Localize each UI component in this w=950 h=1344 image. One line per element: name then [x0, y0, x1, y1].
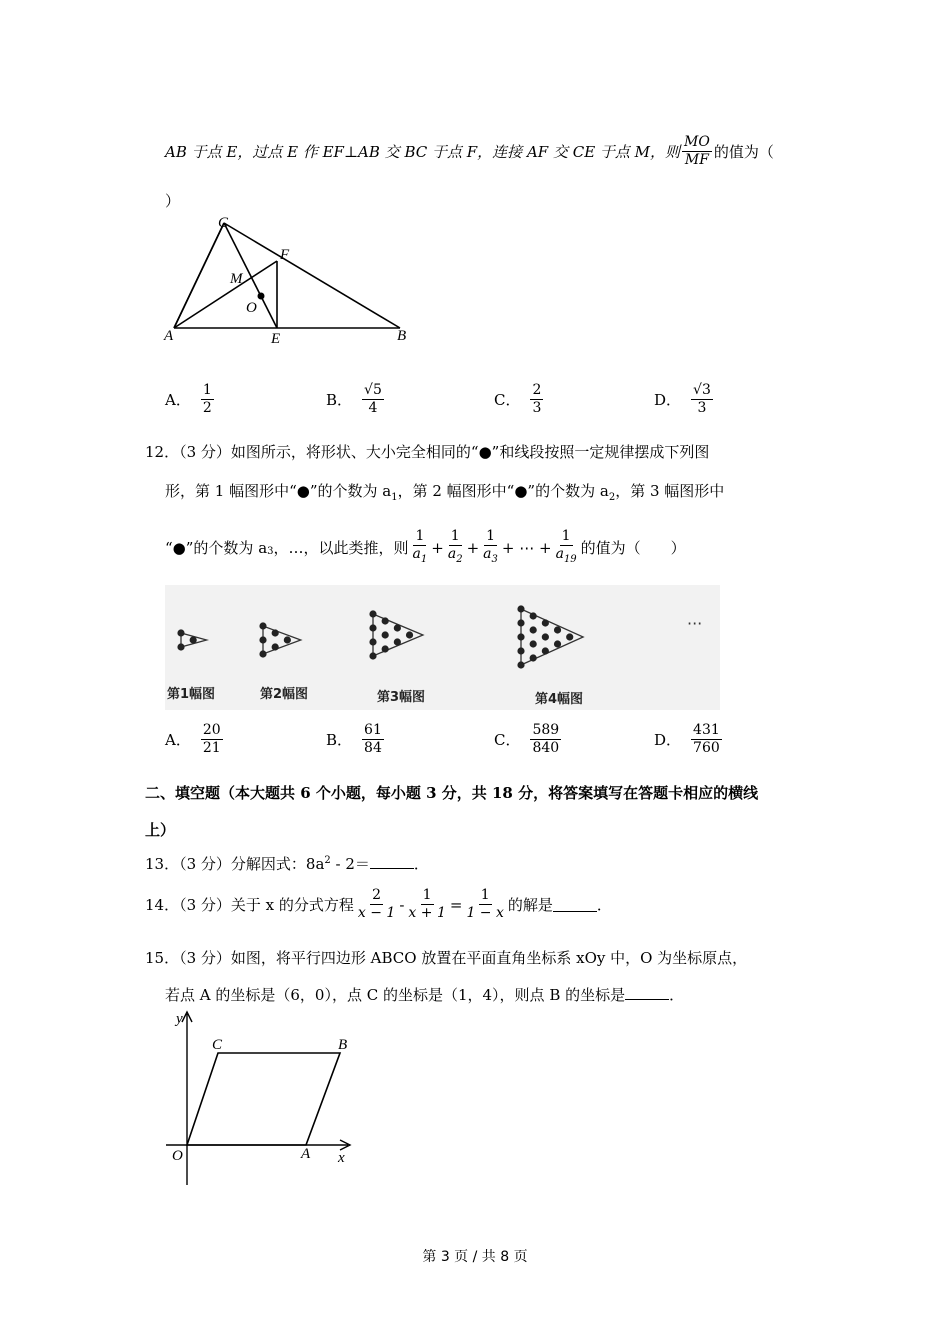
q11-option-b[interactable]: [326, 382, 386, 417]
q12-figure-4-dot: [530, 626, 537, 633]
q12-figure-2-dot: [259, 622, 266, 629]
q12-term-3: $\frac{1}{a_3}$: [483, 528, 498, 565]
q11-label-a: A: [164, 328, 174, 344]
q12-figure-3-dot: [382, 617, 389, 624]
q12-option-b-letter: B．: [326, 731, 353, 749]
q11-option-b-letter: B．: [326, 391, 353, 409]
q14-frac-3: $\frac{1}{1 - x}$: [466, 887, 504, 921]
q11-ratio-fraction: [682, 134, 712, 169]
q11-label-m: M: [230, 271, 243, 287]
q14-answer-blank[interactable]: [553, 897, 597, 912]
q15-parallelogram: [187, 1053, 340, 1145]
q15-label-y: y: [176, 1011, 183, 1027]
q12-figure-4-dot: [530, 654, 537, 661]
q12-figure-2-dot: [284, 636, 291, 643]
q14-text-a: 14．（3 分）关于 x 的分式方程: [145, 896, 354, 914]
q12-figure-1-dot: [190, 636, 197, 643]
q12-sub1: 1: [391, 492, 398, 503]
q12-figure-4-dot: [542, 619, 549, 626]
q12-option-d-num: 431: [693, 722, 720, 738]
q12-figure-4-dot: [554, 626, 561, 633]
q12-plus-1: +: [431, 538, 444, 557]
q12-figure-3-dot: [394, 624, 401, 631]
q11-option-a-den: 2: [202, 400, 212, 416]
q12-option-a-letter: A．: [165, 731, 191, 749]
q12-figure-3-dot: [394, 638, 401, 645]
q12-figure-background: [165, 585, 720, 710]
q15-label-o: O: [172, 1148, 183, 1164]
q12-figure-3-dot: [369, 638, 376, 645]
q11-option-c-letter: C．: [494, 391, 521, 409]
q11-label-f: F: [280, 247, 290, 263]
section2-heading-line2: 上）: [145, 821, 176, 839]
q13-answer-blank[interactable]: [370, 854, 414, 869]
q12-figure-4-dot: [530, 612, 537, 619]
q15-label-c: C: [212, 1037, 223, 1053]
q13-text-b: - 2＝: [330, 855, 370, 873]
q15-answer-blank[interactable]: [625, 985, 669, 1000]
q12-term-1: $\frac{1}{a_1}$: [412, 528, 428, 565]
q11-label-e: E: [271, 331, 281, 347]
q11-option-c-num: 2: [532, 382, 542, 398]
q12-sub3: 3: [267, 546, 274, 558]
q12-line2-b: ，第 2 幅图形中“●”的个数为 a: [397, 482, 609, 500]
q11-option-d-num: √3: [693, 382, 711, 398]
q14-equals: =: [449, 895, 463, 914]
q12-term-2: $\frac{1}{a_2}$: [447, 528, 463, 565]
q12-option-b-den: 84: [364, 740, 382, 756]
q15-label-a: A: [301, 1146, 311, 1162]
q12-figure-2-dot: [272, 643, 279, 650]
q12-line3: [165, 528, 686, 568]
q12-option-a-den: 21: [202, 740, 221, 756]
q12-figure-2-dot: [259, 650, 266, 657]
q11-label-o: O: [246, 300, 257, 316]
q12-figure-4-dot: [530, 640, 537, 647]
q12-more-dots: ···: [687, 614, 703, 633]
q14-frac-2: $\frac{1}{x + 1}$: [408, 887, 446, 921]
q12-option-c[interactable]: [494, 722, 563, 757]
q15-label-x: x: [338, 1150, 345, 1166]
q12-option-d[interactable]: [654, 722, 724, 757]
q11-line1: [165, 134, 774, 169]
q11-option-d-den: 3: [697, 400, 707, 416]
q15-line1: 15．（3 分）如图，将平行四边形 ABCO 放置在平面直角坐标系 xOy 中，O 为坐标原点，: [145, 949, 748, 967]
q12-option-d-letter: D．: [654, 731, 682, 749]
q12-figure-1-dot: [177, 629, 184, 636]
q13-exponent: 2: [324, 855, 331, 866]
q12-figure-3-dot: [406, 631, 413, 638]
q12-line2-c: ，第 3 幅图形中: [615, 482, 725, 500]
q14-minus: -: [399, 895, 405, 914]
q11-line1-end: 的值为（: [713, 143, 774, 161]
q11-triangle-figure: [160, 215, 420, 350]
q12-option-a-num: 20: [202, 722, 221, 738]
q14-end: ．: [596, 896, 612, 914]
q12-line3-b: ，…，以此类推，则: [273, 539, 409, 558]
q12-figure-4-dot: [517, 661, 524, 668]
q13-text-a: 13．（3 分）分解因式：8a: [145, 855, 325, 873]
q11-option-c[interactable]: [494, 382, 545, 417]
q11-ratio-num: MO: [684, 134, 710, 150]
q12-term-19: $\frac{1}{a_{19}}$: [555, 528, 577, 565]
q12-line3-c: 的值为（ ）: [580, 539, 686, 558]
q12-option-c-num: 589: [532, 722, 560, 738]
q12-figure-3-dot: [369, 652, 376, 659]
q15-line2: [165, 984, 684, 1005]
q12-line3-a: “●”的个数为 a: [165, 539, 268, 558]
q12-line2-a: 形，第 1 幅图形中“●”的个数为 a: [165, 482, 392, 500]
q12-sub2: 2: [608, 492, 616, 503]
q12-figure-4-dot: [517, 605, 524, 612]
q13-line: [145, 853, 429, 874]
q11-option-a-letter: A．: [165, 391, 191, 409]
q11-option-c-den: 3: [532, 400, 542, 416]
q11-option-a[interactable]: [165, 382, 216, 417]
q12-caption-1: 第1幅图: [167, 687, 216, 702]
q12-caption-4: 第4幅图: [535, 692, 584, 707]
q12-line1: 12．（3 分）如图所示，将形状、大小完全相同的“●”和线段按照一定规律摆成下列图: [145, 443, 710, 461]
q12-figure-2-dot: [272, 629, 279, 636]
q13-end: ．: [413, 855, 429, 873]
q12-plus-2: +: [466, 538, 480, 557]
q15-end: ．: [669, 986, 685, 1004]
q12-option-d-den: 760: [693, 740, 720, 756]
q12-option-c-den: 840: [532, 740, 560, 756]
q12-figure-3-dot: [369, 624, 376, 631]
q12-option-c-letter: C．: [494, 731, 521, 749]
q15-label-b: B: [338, 1037, 348, 1053]
q11-line2: ）: [165, 192, 181, 210]
q11-option-a-num: 1: [202, 382, 212, 398]
q12-figure-4-dot: [517, 647, 524, 654]
q15-line2-text: 若点 A 的坐标是（6，0），点 C 的坐标是（1，4），则点 B 的坐标是: [165, 986, 626, 1004]
q11-line1-text: AB 于点 E，过点 E 作 EF⊥AB 交 BC 于点 F，连接 AF 交 CE 于点 M，则: [165, 143, 681, 161]
q12-figure-4-dot: [517, 633, 524, 640]
q12-figure-4-dot: [517, 619, 524, 626]
q12-option-a[interactable]: [165, 722, 225, 757]
page-footer: 第 3 页 / 共 8 页: [422, 1249, 528, 1265]
q12-caption-3: 第3幅图: [377, 690, 426, 705]
q12-figure-4-dot: [566, 633, 573, 640]
q11-option-d[interactable]: [654, 382, 715, 417]
q12-figure-4-dot: [554, 640, 561, 647]
q11-label-b: B: [397, 328, 407, 344]
q14-frac-1: $\frac{2}{x - 1}$: [357, 887, 396, 921]
q12-figure-3-dot: [382, 645, 389, 652]
q12-option-b-num: 61: [364, 722, 382, 738]
q14-text-b: 的解是: [507, 896, 553, 914]
q12-line2: [165, 480, 724, 503]
q12-figure-1-dot: [177, 643, 184, 650]
q11-label-c: C: [218, 215, 229, 231]
q14-line: [145, 887, 612, 922]
q15-coordinate-figure: [160, 1008, 360, 1188]
q12-caption-2: 第2幅图: [260, 687, 309, 702]
q11-option-b-den: 4: [368, 400, 378, 416]
q12-figure-2-dot: [259, 636, 266, 643]
q12-figure-4-dot: [542, 647, 549, 654]
q12-figure-3-dot: [369, 610, 376, 617]
q12-option-b[interactable]: [326, 722, 386, 757]
q11-option-b-num: √5: [364, 382, 382, 398]
section2-heading-line1: 二、填空题（本大题共 6 个小题，每小题 3 分，共 18 分，将答案填写在答题卡相应的横线: [145, 784, 759, 802]
q12-figure-3-dot: [382, 631, 389, 638]
q11-ratio-den: MF: [684, 152, 709, 168]
q11-option-d-letter: D．: [654, 391, 682, 409]
q12-ellipsis: + ⋯ +: [501, 538, 552, 557]
q11-point-o: [258, 293, 265, 300]
q12-figure-4-dot: [542, 633, 549, 640]
q12-pattern-figure: [165, 585, 720, 710]
